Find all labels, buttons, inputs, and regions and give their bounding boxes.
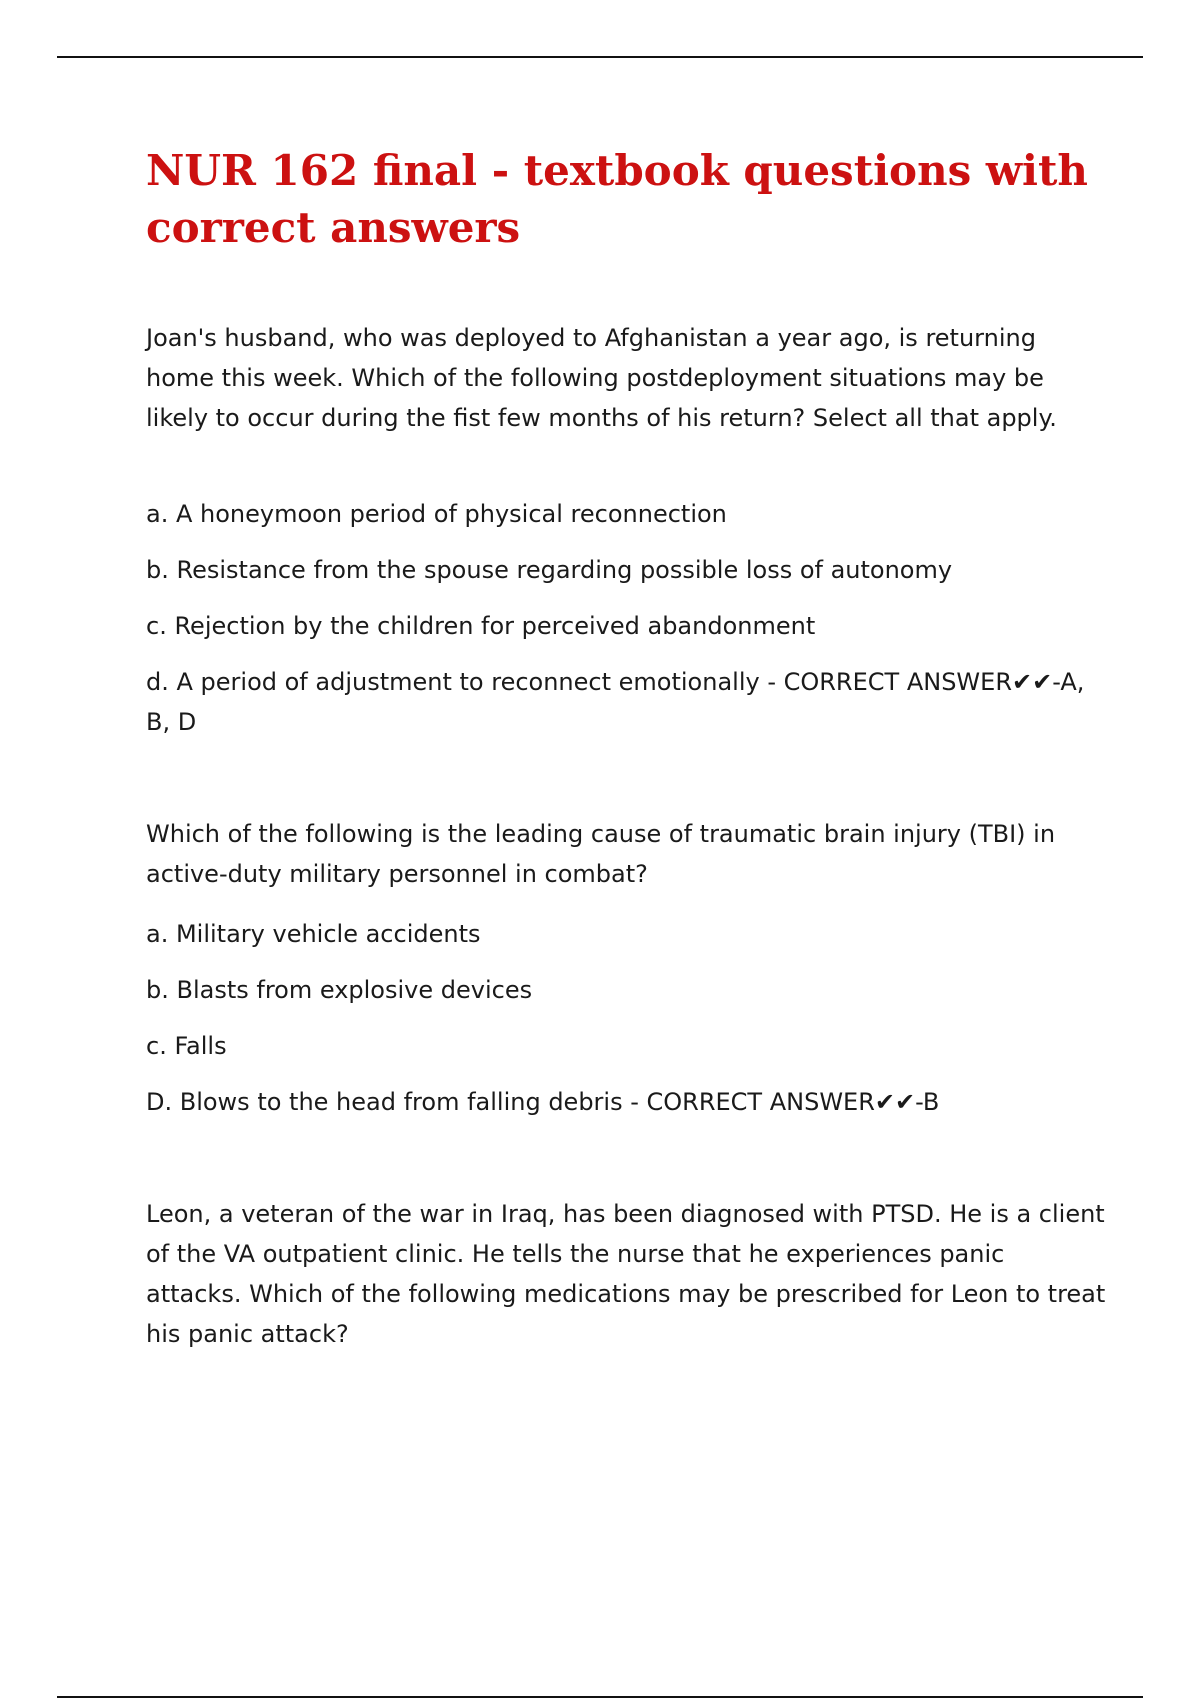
header-rule [57, 56, 1143, 58]
question-stem: Leon, a veteran of the war in Iraq, has been diagnosed with PTSD. He is a client of the VA outpatient clinic. He tells the nurse that he experiences panic attacks. Which of the following medications may be prescribed for Leon to treat his panic attack? [146, 1200, 1106, 1348]
answer-option: b. Blasts from explosive devices [146, 976, 533, 1004]
question-1 [146, 318, 1106, 742]
question-stem: Joan's husband, who was deployed to Afghanistan a year ago, is returning home this week. Which of the following postdeployment situations may be likely to occur during the fist few months of his return? Select all that apply. [146, 324, 1057, 432]
question-stem: Which of the following is the leading cause of traumatic brain injury (TBI) in active-duty military personnel in combat? [146, 820, 1056, 888]
answer-option: b. Resistance from the spouse regarding possible loss of autonomy [146, 556, 953, 584]
answer-option: c. Falls [146, 1032, 227, 1060]
section-spacer [146, 1138, 1106, 1194]
answer-option: a. Military vehicle accidents [146, 920, 481, 948]
question-3 [146, 1194, 1106, 1354]
footer-rule [57, 1696, 1143, 1698]
section-spacer [146, 758, 1106, 814]
answer-option: c. Rejection by the children for perceived abandonment [146, 612, 816, 640]
question-2 [146, 814, 1106, 1122]
answer-option: a. A honeymoon period of physical reconnection [146, 500, 727, 528]
document-title: NUR 162 final - textbook questions with correct answers [146, 146, 1088, 252]
document-body [146, 142, 1106, 1374]
answer-option-correct: d. A period of adjustment to reconnect emotionally - CORRECT ANSWER✔✔-A, B, D [146, 668, 1085, 736]
answer-option-correct: D. Blows to the head from falling debris - CORRECT ANSWER✔✔-B [146, 1088, 940, 1116]
